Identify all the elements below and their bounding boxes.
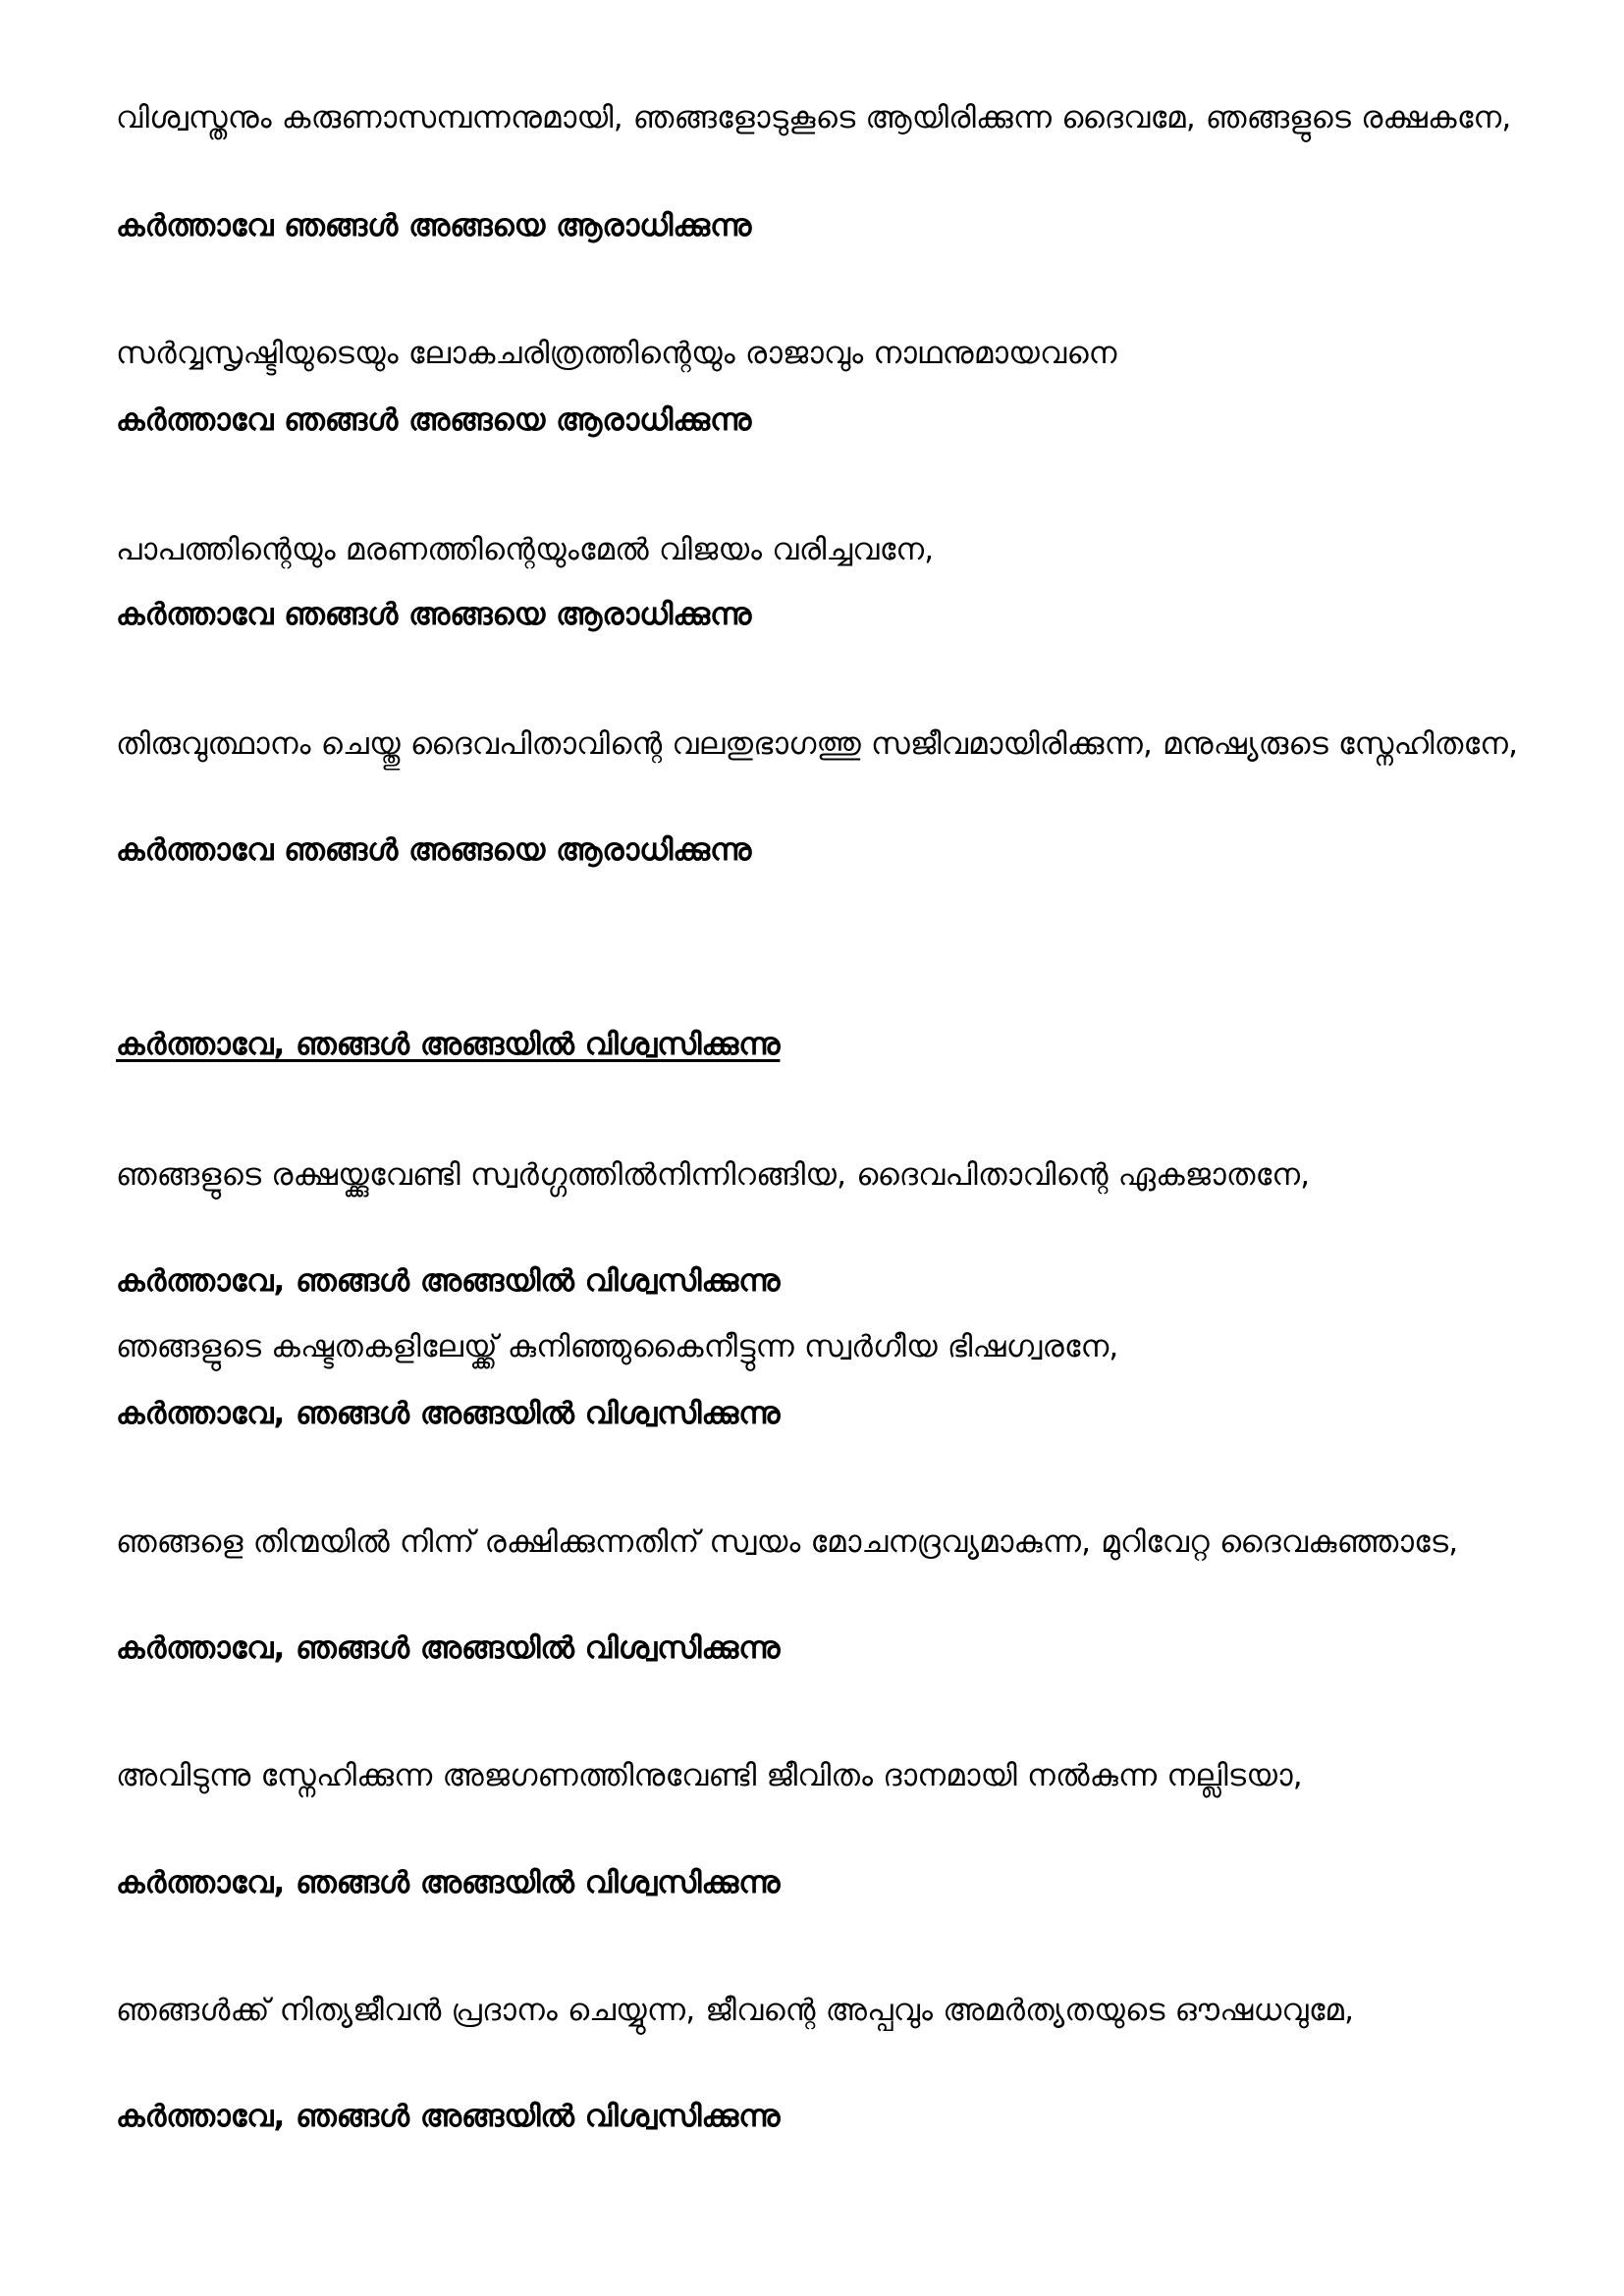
invocation-paragraph: ഞങ്ങൾക്ക് നിത്യജീവൻ പ്രദാനം ചെയ്യുന്ന, ജീവന്റെ അപ്പവും അമർത്യതയുടെ ഔഷധവുമേ,	[116, 1993, 1355, 2028]
invocation-paragraph: സർവ്വസൃഷ്ടിയുടെയും ലോകചരിത്രത്തിന്റെയും രാജാവും നാഥനുമായവനെ	[116, 336, 1117, 371]
invocation-paragraph: തിരുവുത്ഥാനം ചെയ്തു ദൈവപിതാവിന്റെ വലതുഭാഗത്തു സജീവമായിരിക്കുന്ന, മനുഷ്യരുടെ സ്നേഹിതനേ,	[116, 726, 1519, 762]
invocation-paragraph: ഞങ്ങളുടെ രക്ഷയ്ക്കുവേണ്ടി സ്വർഗ്ഗത്തിൽനിന്നിറങ്ങിയ, ദൈവപിതാവിന്റെ ഏകജാതനേ,	[116, 1157, 1311, 1193]
response-line: കർത്താവേ ഞങ്ങൾ അങ്ങയെ ആരാധിക്കുന്നു	[116, 208, 752, 243]
document-page	[116, 0, 1542, 2296]
invocation-paragraph: അവിടുന്നു സ്നേഹിക്കുന്ന അജഗണത്തിനുവേണ്ടി ജീവിതം ദാനമായി നൽകുന്ന നല്ലിടയാ,	[116, 1758, 1303, 1793]
invocation-paragraph: വിശ്വസ്തനും കരുണാസമ്പന്നനുമായി, ഞങ്ങളോടുകൂടെ ആയിരിക്കുന്ന ദൈവമേ, ഞങ്ങളുടെ രക്ഷകനേ,	[116, 100, 1512, 135]
invocation-paragraph: ഞങ്ങളുടെ കഷ്ടതകളിലേയ്ക്ക് കുനിഞ്ഞുകൈനീട്ടുന്ന സ്വർഗീയ ഭിഷഗ്വരനേ,	[116, 1329, 1119, 1364]
response-line: കർത്താവേ, ഞങ്ങൾ അങ്ങയിൽ വിശ്വസിക്കുന്നു	[116, 1396, 781, 1431]
response-line: കർത്താവേ, ഞങ്ങൾ അങ്ങയിൽ വിശ്വസിക്കുന്നു	[116, 1630, 781, 1666]
response-line: കർത്താവേ, ഞങ്ങൾ അങ്ങയിൽ വിശ്വസിക്കുന്നു	[116, 2099, 781, 2134]
response-line: കർത്താവേ ഞങ്ങൾ അങ്ങയെ ആരാധിക്കുന്നു	[116, 402, 752, 438]
invocation-paragraph: ഞങ്ങളെ തിന്മയിൽ നിന്ന് രക്ഷിക്കുന്നതിന് സ്വയം മോചനദ്രവ്യമാകുന്ന, മുറിവേറ്റ ദൈവകുഞ്ഞാടേ,	[116, 1524, 1459, 1560]
section-heading: കർത്താവേ, ഞങ്ങൾ അങ്ങയിൽ വിശ്വസിക്കുന്നു	[116, 1027, 781, 1062]
response-line: കർത്താവേ, ഞങ്ങൾ അങ്ങയിൽ വിശ്വസിക്കുന്നു	[116, 1865, 781, 1900]
invocation-paragraph: പാപത്തിന്റെയും മരണത്തിന്റെയുംമേൽ വിജയം വരിച്ചവനേ,	[116, 532, 935, 567]
response-line: കർത്താവേ ഞങ്ങൾ അങ്ങയെ ആരാധിക്കുന്നു	[116, 597, 752, 632]
response-line: കർത്താവേ, ഞങ്ങൾ അങ്ങയിൽ വിശ്വസിക്കുന്നു	[116, 1263, 781, 1299]
response-line: കർത്താവേ ഞങ്ങൾ അങ്ങയെ ആരാധിക്കുന്നു	[116, 832, 752, 868]
